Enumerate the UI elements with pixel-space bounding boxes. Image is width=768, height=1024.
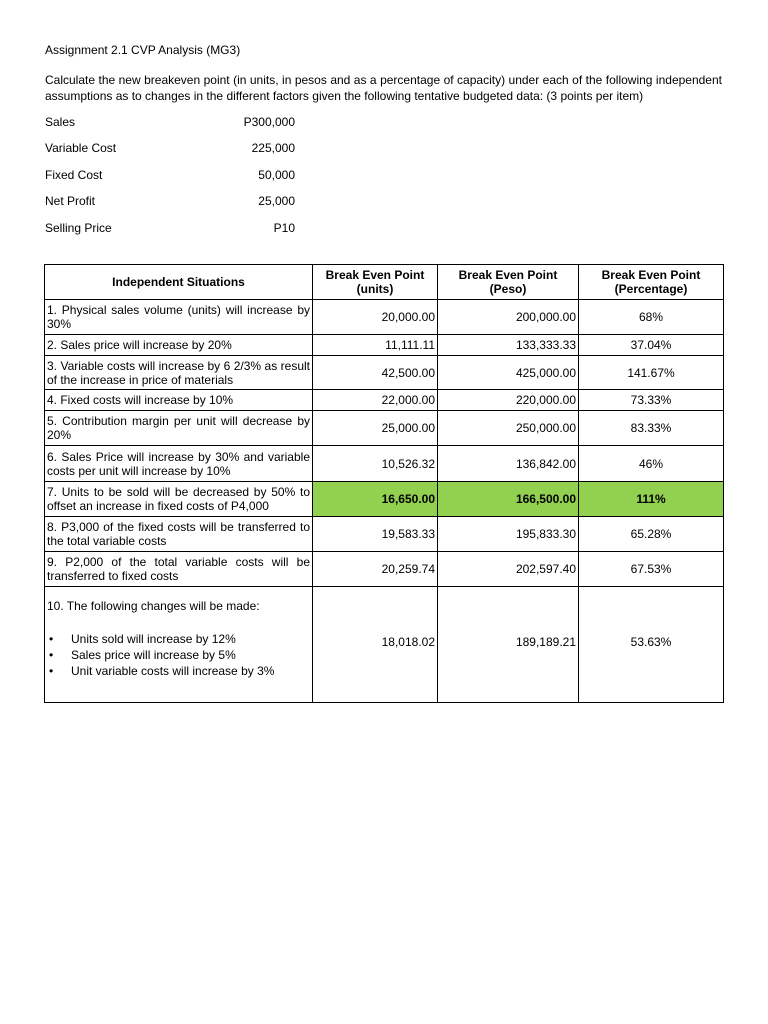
- bullet-icon: •: [49, 648, 54, 662]
- peso-cell: 195,833.30: [438, 517, 579, 552]
- bullet-icon: •: [49, 632, 54, 646]
- table-row: [45, 552, 724, 587]
- peso-cell: 425,000.00: [438, 356, 579, 390]
- table-row: [45, 335, 724, 356]
- budget-row-sales: [45, 114, 722, 140]
- budget-value: 225,000: [251, 141, 295, 156]
- changes-list: [47, 631, 310, 679]
- percentage-cell: 83.33%: [579, 411, 724, 446]
- table-row: [45, 517, 724, 552]
- list-item-text: Units sold will increase by 12%: [71, 632, 236, 646]
- units-cell: 11,111.11: [313, 335, 438, 356]
- situation-cell: 7. Units to be sold will be decreased by 50% to offset an increase in fixed costs of P4,000: [45, 482, 313, 517]
- situation-cell: 4. Fixed costs will increase by 10%: [45, 390, 313, 411]
- budget-label: Sales: [45, 115, 76, 129]
- peso-cell: 136,842.00: [438, 446, 579, 482]
- budget-label: Variable Cost: [45, 141, 117, 156]
- budget-row-fixed-cost: [45, 167, 722, 193]
- peso-cell: 200,000.00: [438, 300, 579, 335]
- bullet-icon: •: [49, 664, 54, 678]
- units-cell: 16,650.00: [313, 482, 438, 517]
- header-situations: Independent Situations: [45, 265, 313, 300]
- list-item-text: Sales price will increase by 5%: [71, 648, 236, 662]
- peso-cell: 202,597.40: [438, 552, 579, 587]
- units-cell: 22,000.00: [313, 390, 438, 411]
- table-row-highlighted: [45, 482, 724, 517]
- situation-cell: 5. Contribution margin per unit will decrease by 20%: [45, 411, 313, 446]
- units-cell: 42,500.00: [313, 356, 438, 390]
- situation-cell: [45, 587, 313, 703]
- table-row: [45, 300, 724, 335]
- budget-label: Net Profit: [45, 194, 96, 209]
- list-item: [49, 663, 310, 679]
- list-item: [49, 631, 310, 647]
- assignment-title: Assignment 2.1 CVP Analysis (MG3): [45, 43, 241, 57]
- situation-cell: 3. Variable costs will increase by 6 2/3% as result of the increase in price of materials: [45, 356, 313, 390]
- percentage-cell: 67.53%: [579, 552, 724, 587]
- peso-cell: 189,189.21: [438, 587, 579, 703]
- document-page: [45, 42, 722, 246]
- table-row: [45, 356, 724, 390]
- budget-label: Selling Price: [45, 220, 112, 235]
- units-cell: 18,018.02: [313, 587, 438, 703]
- breakeven-table: [44, 264, 724, 703]
- table-header-row: [45, 265, 724, 300]
- percentage-cell: 68%: [579, 300, 724, 335]
- percentage-cell: 53.63%: [579, 587, 724, 703]
- situation-cell: 6. Sales Price will increase by 30% and variable costs per unit will increase by 10%: [45, 446, 313, 482]
- budget-value: 50,000: [258, 167, 295, 182]
- situation-intro: 10. The following changes will be made:: [47, 599, 260, 613]
- percentage-cell: 65.28%: [579, 517, 724, 552]
- table-row: [45, 390, 724, 411]
- percentage-cell: 73.33%: [579, 390, 724, 411]
- situation-cell: 9. P2,000 of the total variable costs will be transferred to fixed costs: [45, 552, 313, 587]
- peso-cell: 250,000.00: [438, 411, 579, 446]
- units-cell: 20,259.74: [313, 552, 438, 587]
- header-units: Break Even Point (units): [313, 265, 438, 300]
- header-percentage: Break Even Point (Percentage): [579, 265, 724, 300]
- situation-cell: 2. Sales price will increase by 20%: [45, 335, 313, 356]
- percentage-cell: 37.04%: [579, 335, 724, 356]
- table-row: [45, 446, 724, 482]
- budget-row-variable-cost: [45, 140, 722, 166]
- percentage-cell: 46%: [579, 446, 724, 482]
- list-item: [49, 647, 310, 663]
- units-cell: 10,526.32: [313, 446, 438, 482]
- units-cell: 20,000.00: [313, 300, 438, 335]
- situation-cell: 8. P3,000 of the fixed costs will be transferred to the total variable costs: [45, 517, 313, 552]
- table-row: [45, 587, 724, 703]
- budget-value: P300,000: [243, 115, 295, 129]
- instructions-paragraph: Calculate the new breakeven point (in units, in pesos and as a percentage of capacity) under each of the following independent assumptions as to changes in the different factors given the following tentative budgeted data: (3 points per item): [45, 73, 722, 103]
- table-row: [45, 411, 724, 446]
- percentage-cell: 111%: [579, 482, 724, 517]
- peso-cell: 220,000.00: [438, 390, 579, 411]
- situation-cell: 1. Physical sales volume (units) will increase by 30%: [45, 300, 313, 335]
- budget-row-net-profit: [45, 193, 722, 219]
- budget-data: [45, 114, 722, 246]
- header-peso: Break Even Point (Peso): [438, 265, 579, 300]
- budget-value: P10: [273, 220, 295, 235]
- peso-cell: 133,333.33: [438, 335, 579, 356]
- budget-value: 25,000: [258, 194, 295, 209]
- budget-label: Fixed Cost: [45, 167, 103, 182]
- peso-cell: 166,500.00: [438, 482, 579, 517]
- budget-row-selling-price: [45, 220, 722, 246]
- list-item-text: Unit variable costs will increase by 3%: [71, 664, 275, 678]
- units-cell: 25,000.00: [313, 411, 438, 446]
- units-cell: 19,583.33: [313, 517, 438, 552]
- percentage-cell: 141.67%: [579, 356, 724, 390]
